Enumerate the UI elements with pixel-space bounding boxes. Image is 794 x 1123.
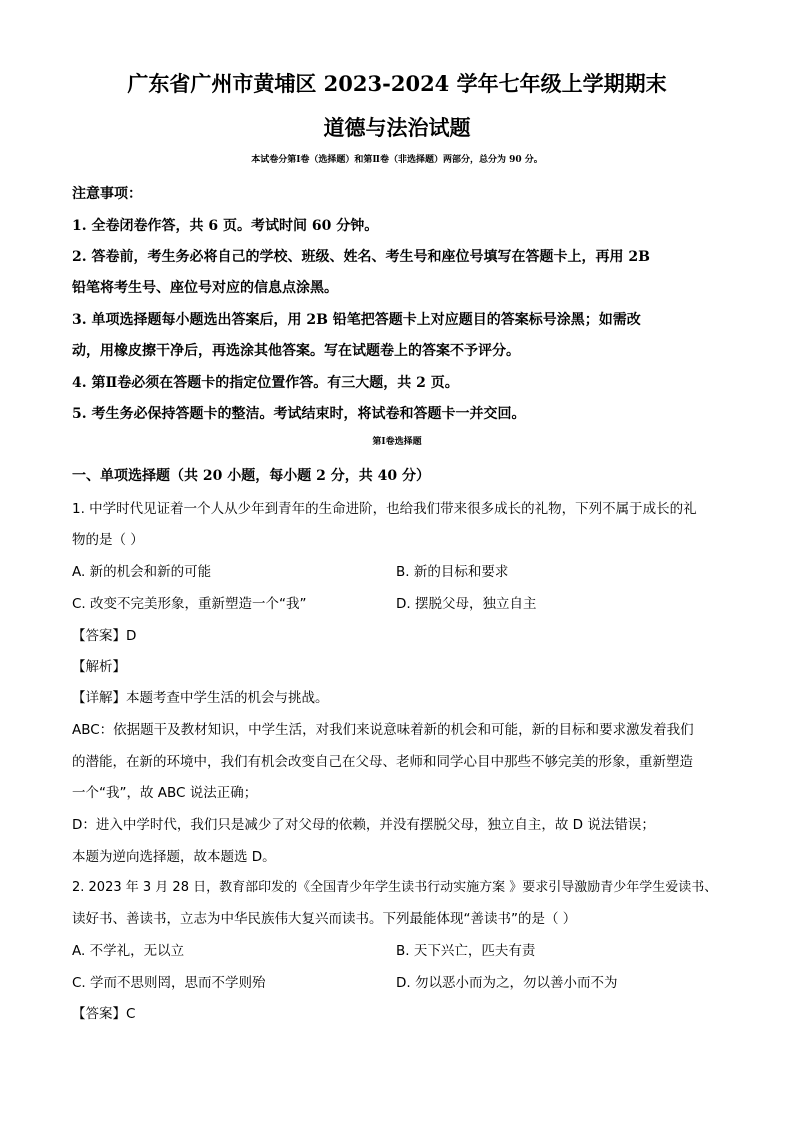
note-1: 1. 全卷闭卷作答，共 6 页。考试时间 60 分钟。 [72, 218, 379, 234]
q1-detail: 【详解】本题考查中学生活的机会与挑战。 [72, 690, 329, 706]
q2-answer: 【答案】C [72, 1006, 136, 1022]
q1-option-b: B. 新的目标和要求 [396, 564, 509, 580]
q1-analysis-label: 【解析】 [72, 659, 126, 675]
note-4: 4. 第Ⅱ卷必须在答题卡的指定位置作答。有三大题，共 2 页。 [72, 375, 459, 391]
q2-stem-line1: 2. 2023 年 3 月 28 日，教育部印发的《全国青少年学生读书行动实施方案 》要求引导激励青少年学生爱读书、 [72, 880, 718, 895]
q1-option-c: C. 改变不完美形象，重新塑造一个“我” [72, 596, 307, 612]
exam-title-line2: 道德与法治试题 [323, 115, 471, 140]
exam-title-line1: 广东省广州市黄埔区 2023-2024 学年七年级上学期期末 [127, 71, 667, 96]
q2-stem-line2: 读好书、善读书，立志为中华民族伟大复兴而读书。下列最能体现“善读书”的是（ ） [72, 911, 577, 927]
q1-answer: 【答案】D [72, 628, 137, 644]
q2-option-c: C. 学而不思则罔，思而不学则殆 [72, 975, 266, 991]
q2-option-d: D. 勿以恶小而为之，勿以善小而不为 [396, 975, 618, 991]
note-2-line1: 2. 答卷前，考生务必将自己的学校、班级、姓名、考生号和座位号填写在答题卡上，再用 2B [72, 249, 650, 265]
q1-stem-line1: 1. 中学时代见证着一个人从少年到青年的生命进阶，也给我们带来很多成长的礼物，下列不属于成长的礼 [72, 501, 697, 517]
q1-explanation-line1: ABC：依据题干及教材知识，中学生活，对我们来说意味着新的机会和可能，新的目标和要求激发着我们 [72, 722, 694, 738]
exam-intro: 本试卷分第Ⅰ卷（选择题）和第Ⅱ卷（非选择题）两部分，总分为 90 分。 [251, 155, 543, 165]
q1-explanation-line2: 的潜能，在新的环境中，我们有机会改变自己在父母、老师和同学心目中那些不够完美的形象，重新塑造 [72, 754, 693, 770]
note-3-line1: 3. 单项选择题每小题选出答案后，用 2B 铅笔把答题卡上对应题目的答案标号涂黑；如需改 [72, 312, 641, 328]
q1-option-d: D. 摆脱父母，独立自主 [396, 596, 537, 612]
note-2-line2: 铅笔将考生号、座位号对应的信息点涂黑。 [72, 280, 338, 296]
q2-option-b: B. 天下兴亡，匹夫有责 [396, 943, 536, 959]
part1-heading: 一、单项选择题（共 20 小题，每小题 2 分，共 40 分） [72, 468, 430, 484]
q1-stem-line2: 物的是（ ） [72, 532, 144, 548]
q1-option-a: A. 新的机会和新的可能 [72, 564, 212, 580]
q1-explanation-line5: 本题为逆向选择题，故本题选 D。 [72, 849, 276, 865]
note-3-line2: 动，用橡皮擦干净后，再选涂其他答案。写在试题卷上的答案不予评分。 [72, 343, 520, 359]
note-5: 5. 考生务必保持答题卡的整洁。考试结束时，将试卷和答题卡一并交回。 [72, 406, 526, 422]
q1-explanation-line4: D：进入中学时代，我们只是减少了对父母的依赖，并没有摆脱父母，独立自主，故 D 说法错误； [72, 817, 655, 833]
notes-heading: 注意事项： [72, 186, 142, 202]
q2-option-a: A. 不学礼，无以立 [72, 943, 185, 959]
q1-explanation-line3: 一个“我”，故 ABC 说法正确； [72, 785, 258, 801]
section-title: 第Ⅰ卷选择题 [372, 437, 422, 447]
